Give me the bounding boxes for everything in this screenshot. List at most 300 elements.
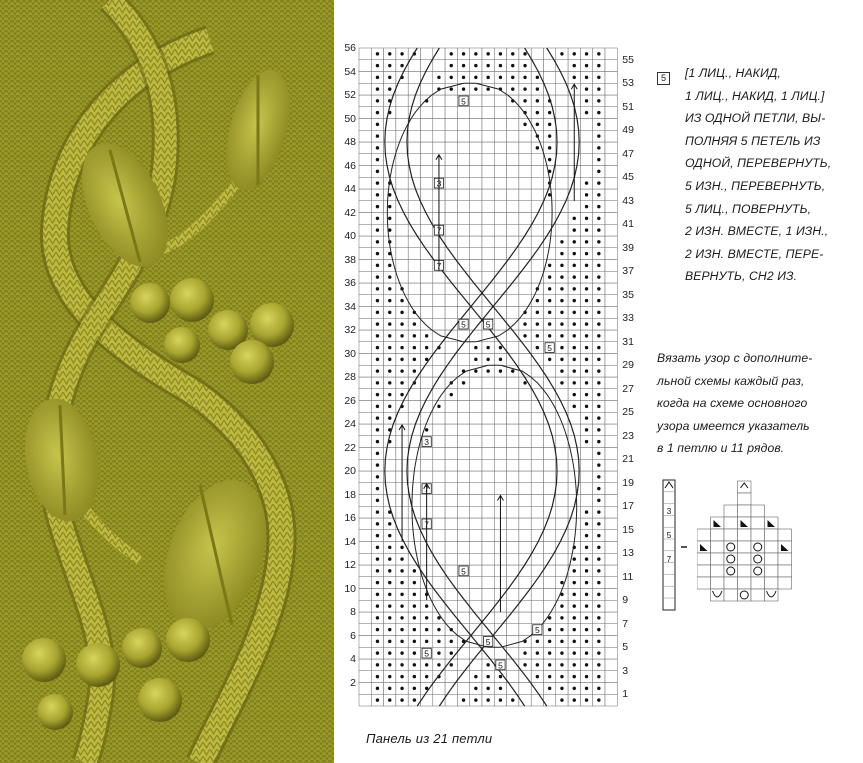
chart-cell [421, 283, 433, 295]
chart-cell [433, 683, 445, 695]
chart-cell [482, 119, 494, 131]
chart-cell [445, 142, 457, 154]
purl-dot [573, 405, 576, 408]
chart-cell [544, 48, 556, 60]
mini-cell [738, 541, 752, 553]
chart-cell [359, 542, 371, 554]
chart-cell [457, 224, 469, 236]
chart-cell [457, 389, 469, 401]
purl-dot [548, 123, 551, 126]
purl-dot [585, 698, 588, 701]
chart-cell [359, 589, 371, 601]
purl-dot [597, 557, 600, 560]
purl-dot [388, 581, 391, 584]
chart-cell [359, 577, 371, 589]
mini-cell [751, 517, 765, 529]
purl-dot [388, 628, 391, 631]
purl-dot [597, 228, 600, 231]
chart-cell [445, 412, 457, 424]
purl-dot [376, 557, 379, 560]
row-number-left: 2 [350, 676, 356, 689]
mini-cell [711, 553, 725, 565]
chart-cell [470, 600, 482, 612]
chart-cell [433, 295, 445, 307]
purl-dot [376, 158, 379, 161]
chart-cell [519, 624, 531, 636]
chart-cell [494, 448, 506, 460]
chart-cell [556, 471, 568, 483]
mini-cell [711, 565, 725, 577]
chart-cell [359, 694, 371, 706]
purl-dot [376, 146, 379, 149]
purl-dot [388, 393, 391, 396]
purl-dot [400, 604, 403, 607]
chart-cell [433, 471, 445, 483]
purl-dot [597, 416, 600, 419]
chart-cell [507, 213, 519, 225]
purl-dot [413, 369, 416, 372]
chart-cell [494, 130, 506, 142]
purl-dot [400, 593, 403, 596]
chart-cell [507, 142, 519, 154]
chart-cell [507, 412, 519, 424]
chart-cell [605, 236, 617, 248]
purl-dot [376, 205, 379, 208]
purl-dot [388, 205, 391, 208]
chart-cell [470, 506, 482, 518]
purl-dot [511, 76, 514, 79]
purl-dot [400, 569, 403, 572]
row-number-right: 47 [622, 147, 634, 160]
row-number-left: 20 [344, 465, 356, 477]
purl-dot [511, 52, 514, 55]
chart-cell [445, 694, 457, 706]
purl-dot [573, 64, 576, 67]
purl-dot [376, 381, 379, 384]
chart-cell [470, 377, 482, 389]
purl-dot [499, 698, 502, 701]
purl-dot [548, 616, 551, 619]
chart-cell [482, 189, 494, 201]
purl-dot [376, 663, 379, 666]
purl-dot [376, 123, 379, 126]
purl-dot [597, 698, 600, 701]
chart-cell [359, 95, 371, 107]
row-number-left: 40 [344, 230, 356, 242]
purl-dot [548, 264, 551, 267]
chart-cell [470, 518, 482, 530]
purl-dot [425, 616, 428, 619]
chart-cell [605, 612, 617, 624]
chart-cell [359, 459, 371, 471]
chart-cell [544, 483, 556, 495]
purl-dot [573, 369, 576, 372]
chart-cell [359, 83, 371, 95]
purl-dot [536, 111, 539, 114]
chart-cell [519, 506, 531, 518]
purl-dot [486, 358, 489, 361]
purl-dot [585, 240, 588, 243]
chart-cell [359, 647, 371, 659]
chart-cell [445, 189, 457, 201]
purl-dot [597, 640, 600, 643]
chart-cell [396, 166, 408, 178]
chart-cell [396, 248, 408, 260]
chart-cell [470, 542, 482, 554]
mini-cell [751, 589, 765, 601]
purl-dot [585, 569, 588, 572]
chart-cell [421, 271, 433, 283]
purl-dot [560, 287, 563, 290]
purl-dot [585, 640, 588, 643]
chart-cell [605, 377, 617, 389]
chart-cell [482, 448, 494, 460]
chart-cell [421, 142, 433, 154]
chart-cell [457, 624, 469, 636]
purl-dot [400, 628, 403, 631]
chart-cell [482, 565, 494, 577]
purl-dot [450, 64, 453, 67]
purl-dot [413, 687, 416, 690]
chart-cell [359, 318, 371, 330]
chart-cell [408, 154, 420, 166]
purl-dot [400, 299, 403, 302]
purl-dot [450, 663, 453, 666]
chart-cell [605, 495, 617, 507]
chart-cell [507, 624, 519, 636]
chart-cell [433, 142, 445, 154]
chart-cell [359, 354, 371, 366]
purl-dot [450, 651, 453, 654]
instruction-line: 5 ИЗН., ПЕРЕВЕРНУТЬ, [685, 178, 826, 193]
purl-dot [499, 358, 502, 361]
purl-dot [523, 99, 526, 102]
chart-cell [605, 224, 617, 236]
purl-dot [486, 687, 489, 690]
chart-cell [544, 471, 556, 483]
chart-cell [519, 518, 531, 530]
chart-cell [482, 483, 494, 495]
purl-dot [585, 52, 588, 55]
purl-dot [573, 228, 576, 231]
purl-dot [560, 264, 563, 267]
chart-cell [470, 142, 482, 154]
purl-dot [597, 475, 600, 478]
chart-cell [507, 589, 519, 601]
chart-cell [421, 318, 433, 330]
chart-cell [359, 377, 371, 389]
chart-cell [482, 577, 494, 589]
legend-symbol: 5 [657, 72, 670, 85]
purl-dot [560, 687, 563, 690]
chart-cell [507, 154, 519, 166]
chart-cell [531, 424, 543, 436]
chart-cell [359, 48, 371, 60]
chart-cell [605, 260, 617, 272]
chart-cell [494, 436, 506, 448]
purl-dot [585, 604, 588, 607]
chart-cell [519, 166, 531, 178]
purl-dot [597, 569, 600, 572]
mini-cell [738, 529, 752, 541]
purl-dot [597, 52, 600, 55]
purl-dot [388, 346, 391, 349]
chart-cell [605, 48, 617, 60]
purl-dot [548, 311, 551, 314]
instruction-line: 2 ИЗН. ВМЕСТЕ, 1 ИЗН., [685, 224, 829, 239]
purl-dot [413, 581, 416, 584]
purl-dot [388, 616, 391, 619]
chart-cell [507, 283, 519, 295]
purl-dot [560, 299, 563, 302]
chart-cell [457, 553, 469, 565]
row-number-left: 30 [344, 347, 356, 360]
chart-cell [359, 166, 371, 178]
purl-dot [573, 381, 576, 384]
chart-cell [457, 107, 469, 119]
purl-dot [425, 640, 428, 643]
cell-symbol-text: 5 [534, 625, 540, 635]
chart-cell [482, 177, 494, 189]
purl-dot [597, 546, 600, 549]
chart-cell [531, 589, 543, 601]
mini-cell [738, 505, 752, 517]
chart-cell [396, 107, 408, 119]
purl-dot [376, 240, 379, 243]
chart-cell [359, 119, 371, 131]
chart-cell [433, 577, 445, 589]
purl-dot [499, 687, 502, 690]
note-line: узора имеется указатель [657, 418, 810, 433]
mini-cell [738, 553, 752, 565]
row-number-right: 33 [622, 312, 634, 325]
chart-cell [421, 448, 433, 460]
chart-cell [470, 213, 482, 225]
chart-cell [421, 260, 433, 272]
chart-cell [433, 354, 445, 366]
purl-dot [573, 240, 576, 243]
purl-dot [597, 381, 600, 384]
chart-cell [445, 518, 457, 530]
chart-cell [605, 119, 617, 131]
purl-dot [376, 52, 379, 55]
purl-dot [573, 640, 576, 643]
purl-dot [548, 358, 551, 361]
chart-cell [470, 330, 482, 342]
chart-cell [470, 248, 482, 260]
chart-cell [408, 271, 420, 283]
purl-dot [425, 604, 428, 607]
purl-dot [585, 299, 588, 302]
chart-cell [605, 201, 617, 213]
chart-cell [482, 471, 494, 483]
chart-cell [494, 471, 506, 483]
mini-cell [778, 565, 792, 577]
purl-dot [548, 287, 551, 290]
chart-cell [445, 166, 457, 178]
purl-dot [597, 487, 600, 490]
chart-cell [433, 412, 445, 424]
purl-dot [597, 334, 600, 337]
purl-dot [413, 616, 416, 619]
purl-dot [376, 87, 379, 90]
chart-cell [482, 213, 494, 225]
purl-dot [597, 628, 600, 631]
chart-cell [470, 565, 482, 577]
chart-cell [359, 271, 371, 283]
chart-cell [519, 530, 531, 542]
purl-dot [573, 217, 576, 220]
purl-dot [474, 687, 477, 690]
purl-dot [376, 534, 379, 537]
strip-label: 5 [666, 531, 672, 540]
purl-dot [400, 581, 403, 584]
chart-cell [605, 436, 617, 448]
chart-cell [482, 530, 494, 542]
chart-cell [482, 377, 494, 389]
chart-cell [519, 142, 531, 154]
chart-cell [445, 424, 457, 436]
chart-cell [494, 459, 506, 471]
purl-dot [523, 651, 526, 654]
chart-cell [445, 401, 457, 413]
purl-dot [585, 205, 588, 208]
chart-cell [457, 483, 469, 495]
chart-cell [457, 506, 469, 518]
chart-cell [457, 530, 469, 542]
chart-cell [519, 130, 531, 142]
purl-dot [400, 557, 403, 560]
chart-cell [408, 60, 420, 72]
chart-cell [359, 612, 371, 624]
chart-cell [470, 119, 482, 131]
chart-cell [544, 377, 556, 389]
pointer-strip-graphic [660, 478, 680, 612]
purl-dot [573, 593, 576, 596]
purl-dot [560, 358, 563, 361]
chart-cell [519, 436, 531, 448]
chart-cell [605, 553, 617, 565]
cell-symbol-text: 5 [461, 319, 466, 330]
mini-cell [724, 517, 738, 529]
purl-dot [462, 76, 465, 79]
purl-dot [536, 663, 539, 666]
purl-dot [376, 134, 379, 137]
chart-cell [605, 589, 617, 601]
chart-cell [568, 201, 580, 213]
instruction-line: 1 ЛИЦ., НАКИД, 1 ЛИЦ.] [685, 88, 825, 103]
purl-dot [462, 698, 465, 701]
purl-dot [437, 663, 440, 666]
note-line: льной схемы каждый раз, [657, 373, 805, 388]
chart-cell [457, 542, 469, 554]
instruction-line: ИЗ ОДНОЙ ПЕТЛИ, ВЫ- [685, 111, 826, 126]
row-number-right: 55 [622, 53, 634, 66]
chart-cell [408, 248, 420, 260]
purl-dot [388, 546, 391, 549]
chart-cell [359, 283, 371, 295]
chart-cell [470, 436, 482, 448]
purl-dot [573, 252, 576, 255]
chart-cell [605, 530, 617, 542]
chart-cell [482, 424, 494, 436]
purl-dot [585, 287, 588, 290]
purl-dot [376, 452, 379, 455]
purl-dot [573, 698, 576, 701]
chart-cell [408, 83, 420, 95]
row-number-left: 6 [350, 629, 356, 642]
purl-dot [388, 334, 391, 337]
chart-cell [433, 495, 445, 507]
mini-cell [697, 529, 711, 541]
purl-dot [585, 440, 588, 443]
chart-cell [605, 424, 617, 436]
chart-cell [470, 459, 482, 471]
purl-dot [548, 687, 551, 690]
chart-cell [519, 459, 531, 471]
purl-dot [597, 205, 600, 208]
chart-cell [470, 107, 482, 119]
chart-cell [408, 518, 420, 530]
strip-label: 3 [666, 507, 672, 516]
purl-dot [585, 546, 588, 549]
chart-cell [605, 624, 617, 636]
purl-dot [585, 381, 588, 384]
purl-dot [413, 628, 416, 631]
purl-dot [597, 111, 600, 114]
purl-dot [585, 311, 588, 314]
purl-dot [585, 322, 588, 325]
chart-cell [494, 142, 506, 154]
chart-cell [507, 318, 519, 330]
chart-cell [531, 436, 543, 448]
chart-cell [494, 295, 506, 307]
chart-cell [445, 213, 457, 225]
chart-cell [445, 448, 457, 460]
chart-cell [544, 201, 556, 213]
purl-dot [585, 581, 588, 584]
purl-dot [585, 557, 588, 560]
purl-dot [536, 299, 539, 302]
purl-dot [597, 452, 600, 455]
purl-dot [523, 52, 526, 55]
chart-cell [531, 412, 543, 424]
purl-dot [388, 322, 391, 325]
chart-cell [457, 330, 469, 342]
purl-dot [597, 146, 600, 149]
knitting-chart [358, 47, 618, 712]
chart-cell [605, 412, 617, 424]
chart-cell [457, 683, 469, 695]
chart-cell [507, 107, 519, 119]
chart-cell [605, 95, 617, 107]
purl-dot [597, 299, 600, 302]
purl-dot [560, 663, 563, 666]
purl-dot [425, 675, 428, 678]
row-number-right: 17 [622, 500, 634, 513]
purl-dot [425, 334, 428, 337]
row-number-left: 18 [344, 488, 356, 501]
chart-cell [457, 471, 469, 483]
chart-cell [421, 119, 433, 131]
purl-dot [376, 463, 379, 466]
chart-cell [433, 307, 445, 319]
chart-cell [421, 48, 433, 60]
chart-cell [482, 589, 494, 601]
row-number-left: 16 [344, 512, 356, 524]
purl-dot [437, 651, 440, 654]
chart-cell [507, 483, 519, 495]
